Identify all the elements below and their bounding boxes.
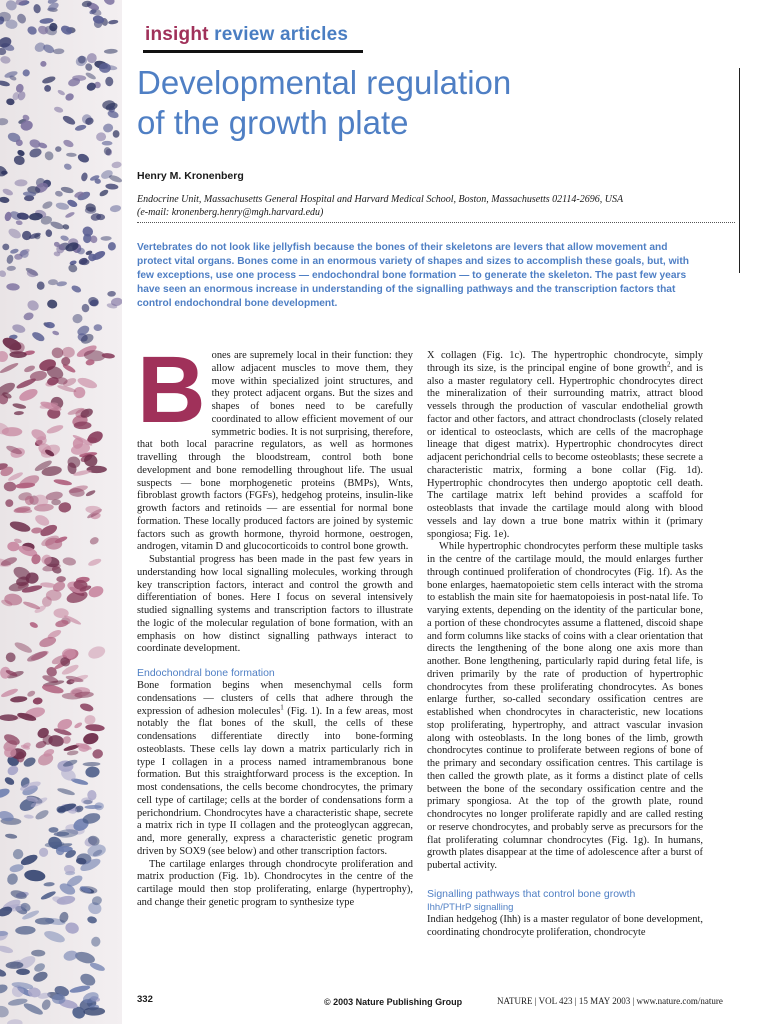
cell-nucleus	[93, 324, 102, 331]
cell-nucleus	[61, 114, 76, 126]
cell-nucleus	[53, 106, 64, 114]
cell-nucleus	[40, 998, 52, 1011]
histology-image-strip	[0, 0, 122, 1024]
cell-nucleus	[66, 153, 77, 158]
cell-nucleus	[85, 505, 102, 514]
abstract: Vertebrates do not look like jellyfish because the bones of their skeletons are levers that allow movement and protect vital organs. Bones come in an enormous variety of shapes and sizes to accomplish these goals, but, with few exceptions, use one process — endochondral bone formation — to generate the skeleton. The past few years have seen an enormous increase in understanding of the signalling pathways and the transcription factors that control endochondral bone development.	[137, 242, 689, 309]
cell-nucleus	[26, 299, 41, 313]
cell-nucleus	[64, 211, 75, 219]
cell-nucleus	[45, 229, 53, 237]
cell-nucleus	[48, 827, 58, 833]
cell-nucleus	[5, 499, 13, 507]
paragraph: X collagen (Fig. 1c). The hypertrophic chondrocyte, simply through its size, is the principal engine of bone growth$^2$, and is also a master regulatory cell. Hypertrophic chondrocytes direct the mineralization of their surrounding matrix, attract blood vessels through the production of vascular endothelial growth factor and other factors, and attract chondroclasts (closely related or identical to osteoclasts, which are cells of the macrophage lineage that digest matrix). Hypertrophic chondrocytes direct adjacent perichondrial cells to become osteoblasts; these secrete a characteristic matrix, forming a bone collar (Fig. 1d). Hypertrophic chondrocytes then undergo apoptotic cell death. The cartilage matrix left behind provides a scaffold for osteoblasts that invade the cartilage mould along with blood vessels and lay down a true bone matrix within it (primary spongiosa; Fig. 1e).	[427, 350, 703, 540]
cell-nucleus	[54, 190, 63, 197]
cell-nucleus	[90, 936, 101, 948]
cell-nucleus	[37, 282, 45, 290]
cell-nucleus	[78, 971, 97, 988]
cell-nucleus	[0, 361, 19, 374]
cell-nucleus	[45, 538, 62, 550]
paragraph: ones are supremely local in their function: they allow adjacent muscles to move them, they move within specialized joint structures, and they protect adjacent organs. But the sizes and shapes of bones need to be carefully coordinated to allow efficient movement of our symmetric bodies. It is not surprising, therefore, that both local paracrine regulators, as well as hormones travelling through the bloodstream, control both bone development and bone remodelling throughout life. The usual suspects — bone morphogenetic proteins (BMPs), Wnts, fibroblast growth factors (FGFs), hedgehog proteins, insulin-like growth factors and retinoids — are essential for normal bone formation. These locally produced factors are joined by systemic factors such as growth hormone, thyroid hormone, oestrogen, androgen, vitamin D and glucocorticoids to control bone growth.	[137, 350, 413, 553]
cell-nucleus	[10, 696, 28, 703]
cell-nucleus	[46, 423, 64, 435]
section-heading-endochondral: Endochondral bone formation	[137, 667, 275, 679]
cell-nucleus	[41, 200, 54, 210]
cell-nucleus	[0, 983, 9, 995]
cell-nucleus	[59, 24, 73, 37]
cell-nucleus	[67, 750, 79, 756]
cell-nucleus	[31, 330, 46, 343]
cell-nucleus	[6, 254, 15, 265]
cell-nucleus	[57, 787, 76, 797]
page-number: 332	[137, 994, 153, 1005]
cell-nucleus	[0, 714, 18, 721]
cell-nucleus	[51, 347, 64, 359]
cell-nucleus	[0, 351, 8, 362]
cell-nucleus	[5, 872, 20, 887]
cell-nucleus	[70, 284, 82, 294]
drop-cap: B	[137, 337, 206, 443]
title-line-2: of the growth plate	[137, 104, 409, 141]
subheading-ihh-pthrp: Ihh/PTHrP signalling	[427, 901, 514, 913]
cell-nucleus	[85, 71, 97, 80]
cell-nucleus	[84, 714, 96, 725]
cell-nucleus	[23, 364, 36, 373]
text-column-right	[427, 350, 703, 939]
cell-nucleus	[9, 863, 25, 873]
cell-nucleus	[72, 385, 87, 399]
cell-nucleus	[87, 557, 102, 567]
cell-nucleus	[5, 833, 18, 839]
cell-nucleus	[21, 68, 31, 78]
cell-nucleus	[60, 356, 71, 366]
cell-nucleus	[77, 152, 91, 164]
cell-nucleus	[13, 640, 33, 654]
cell-nucleus	[67, 263, 78, 274]
paragraph: Bone formation begins when mesenchymal cells form condensations — clusters of cells that adhere through the expression of adhesion molecules$^1$ (Fig. 1). In a few areas, most notably the flat bones of the skull, the cells of these condensations differentiate directly into bone-forming osteoblasts. These cells lay down a matrix particularly rich in type I collagen in a process named intramembranous bone formation. But this straightforward process is the exception. In most condensations, the cells become chondrocytes, the primary cell type of cartilage; cells at the border of condensations form a perichondrium. Chondrocytes have a characteristic shape, secrete a matrix rich in type II collagen and the proteoglycan aggrecan, and, more generally, express a characteristic genetic program driven by SOX9 (see below) and other transcription factors.	[137, 680, 413, 857]
cell-nucleus	[6, 283, 20, 291]
header-insight: insight	[145, 24, 209, 45]
cell-nucleus	[14, 179, 27, 186]
cell-nucleus	[81, 303, 90, 313]
cell-nucleus	[43, 929, 67, 945]
cell-nucleus	[85, 489, 96, 497]
author-name: Henry M. Kronenberg	[137, 170, 244, 182]
cell-nucleus	[7, 1019, 23, 1024]
cell-nucleus	[0, 269, 7, 278]
cell-nucleus	[10, 248, 19, 254]
cell-nucleus	[9, 351, 27, 358]
cell-nucleus	[57, 89, 66, 96]
cell-nucleus	[55, 146, 61, 152]
cell-nucleus	[0, 164, 8, 178]
cell-nucleus	[56, 576, 66, 582]
cell-nucleus	[12, 402, 26, 409]
cell-nucleus	[28, 147, 42, 159]
cell-nucleus	[15, 926, 36, 935]
cell-nucleus	[104, 49, 118, 55]
cell-nucleus	[33, 4, 42, 14]
header-rule	[143, 50, 363, 53]
cell-nucleus	[16, 968, 30, 975]
cell-nucleus	[32, 697, 43, 705]
cell-nucleus	[29, 621, 39, 629]
section-header	[145, 24, 348, 46]
cell-nucleus	[83, 762, 101, 767]
cell-nucleus	[4, 482, 17, 492]
cell-nucleus	[85, 766, 100, 778]
cell-nucleus	[52, 330, 60, 336]
cell-nucleus	[0, 944, 14, 954]
cell-nucleus	[102, 123, 114, 133]
paragraph: Indian hedgehog (Ihh) is a master regulator of bone development, coordinating chondrocyte proliferation, chondrocyte	[427, 913, 703, 938]
cell-nucleus	[89, 536, 100, 546]
cell-nucleus	[85, 724, 105, 732]
cell-nucleus	[11, 847, 25, 861]
cell-nucleus	[0, 968, 7, 978]
cell-nucleus	[96, 132, 107, 142]
cell-nucleus	[0, 196, 10, 203]
cell-nucleus	[49, 220, 64, 231]
cell-nucleus	[38, 847, 49, 858]
cell-nucleus	[44, 85, 51, 92]
cell-nucleus	[33, 962, 47, 974]
cell-nucleus	[87, 644, 107, 660]
cell-nucleus	[23, 311, 35, 321]
cell-nucleus	[33, 513, 51, 528]
cell-nucleus	[37, 24, 50, 35]
cell-nucleus	[2, 243, 9, 250]
cell-nucleus	[53, 478, 72, 486]
cell-nucleus	[111, 161, 122, 169]
stained-cells-illustration	[0, 0, 122, 1024]
cell-nucleus	[0, 55, 11, 64]
cell-nucleus	[40, 61, 47, 67]
section-heading-signalling: Signalling pathways that control bone growth	[427, 887, 636, 900]
cell-nucleus	[109, 204, 121, 212]
cell-nucleus	[98, 188, 109, 197]
cell-nucleus	[53, 48, 65, 54]
cell-nucleus	[60, 235, 70, 242]
cell-nucleus	[62, 346, 76, 358]
cell-nucleus	[62, 557, 76, 567]
cell-nucleus	[56, 895, 76, 907]
affiliation	[137, 193, 735, 219]
cell-nucleus	[64, 92, 75, 102]
cell-nucleus	[43, 882, 54, 887]
article-title	[137, 63, 727, 143]
affiliation-email: (e-mail: kronenberg.henry@mgh.harvard.edu)	[137, 207, 324, 218]
cell-nucleus	[26, 25, 38, 36]
cell-nucleus	[46, 299, 58, 309]
cell-nucleus	[63, 949, 79, 962]
copyright-line: © 2003 Nature Publishing Group	[324, 997, 463, 1007]
cell-nucleus	[63, 163, 72, 171]
cell-nucleus	[64, 921, 80, 935]
paragraph: Substantial progress has been made in the past few years in understanding how local signalling molecules, working through key transcription factors, interact and control the growth and differentiation of bones. Here I focus on several intensively studied signalling systems and transcription factors to illustrate the logic of the molecular regulation of bone formation, with an emphasis on how distinct signalling pathways interact to coordinate development.	[137, 554, 413, 655]
dotted-divider	[137, 222, 735, 223]
cell-nucleus	[15, 220, 22, 226]
cell-nucleus	[73, 721, 83, 729]
cell-nucleus	[22, 230, 32, 240]
cell-nucleus	[3, 776, 15, 787]
cell-nucleus	[6, 764, 20, 777]
cell-nucleus	[74, 124, 87, 132]
cell-nucleus	[0, 118, 8, 126]
cell-nucleus	[83, 800, 92, 804]
cell-nucleus	[39, 17, 53, 24]
cell-nucleus	[69, 984, 91, 994]
cell-nucleus	[80, 172, 88, 182]
cell-nucleus	[22, 600, 40, 610]
cell-nucleus	[91, 748, 104, 759]
cell-nucleus	[102, 0, 116, 7]
cell-nucleus	[24, 814, 34, 819]
cell-nucleus	[100, 236, 111, 241]
cell-nucleus	[17, 387, 39, 404]
cell-nucleus	[26, 689, 36, 697]
cell-nucleus	[113, 130, 120, 138]
cell-nucleus	[0, 80, 10, 88]
cell-nucleus	[0, 787, 11, 800]
cell-nucleus	[107, 242, 116, 251]
cell-nucleus	[7, 266, 17, 272]
cell-nucleus	[24, 869, 46, 882]
cell-nucleus	[9, 519, 32, 533]
cell-nucleus	[55, 202, 69, 211]
cell-nucleus	[2, 187, 14, 196]
vertical-rule	[739, 68, 740, 273]
cell-nucleus	[4, 651, 16, 663]
cell-nucleus	[10, 889, 28, 901]
cell-nucleus	[102, 141, 113, 146]
affiliation-line-1: Endocrine Unit, Massachusetts General Hospital and Harvard Medical School, Boston, Massachusetts 02114-2696, USA	[137, 194, 624, 205]
cell-nucleus	[32, 970, 49, 984]
cell-nucleus	[62, 138, 74, 148]
cell-nucleus	[105, 77, 113, 87]
header-review-articles: review articles	[214, 24, 349, 45]
cell-nucleus	[74, 422, 92, 430]
paragraph: While hypertrophic chondrocytes perform these multiple tasks in the centre of the cartilage mould, the mould enlarges further through continued proliferation of chondrocytes (Fig. 1f). As the bone enlarges, haematopoietic stem cells interact with the stroma to establish the main site for haematopoiesis in post-natal life. To varying extents, depending on the identity of the particular bone, a portion of these chondrocytes assume a flattened, discoid shape and form columns like stacks of coins with a clear orientation that directs the lengthening of the bone along one axis more than another. Bone lengthening, particularly rapid during fetal life, is driven primarily by the rate of production of hypertrophic chondrocytes from these proliferating chondrocytes. As bones enlarge further, so-called secondary ossification centres are established when chondrocytes in characteristic, new locations stop proliferating, hypertrophy, and attract vascular invasion along with osteoblasts. In the long bones of the limb, growth chondrocytes continue to proliferate between regions of bone of the primary and secondary ossification centres. This cartilage is then called the growth plate, as it forms a distinct plate of cells between the bone of the secondary ossification centre and the primary spongiosa. At the top of the growth plate, round chondrocytes no longer proliferate rapidly and are called resting or reserve chondrocytes, and probably serve as precursors for the flat proliferating columnar chondrocytes (Fig. 1g). In humans, growth plates disappear at the time of adolescence after a burst of pubertal activity.	[427, 541, 703, 871]
cell-nucleus	[41, 75, 56, 85]
cell-nucleus	[87, 915, 98, 924]
cell-nucleus	[33, 41, 47, 54]
title-line-1: Developmental regulation	[137, 64, 512, 101]
cell-nucleus	[14, 411, 24, 416]
cell-nucleus	[72, 313, 84, 324]
cell-nucleus	[43, 150, 55, 162]
cell-nucleus	[31, 950, 45, 957]
cell-nucleus	[0, 1005, 10, 1019]
journal-citation: NATURE | VOL 423 | 15 MAY 2003 | www.nature.com/nature	[497, 996, 723, 1006]
cell-nucleus	[79, 702, 94, 713]
cell-nucleus	[34, 808, 50, 821]
cell-nucleus	[7, 227, 23, 241]
cell-nucleus	[11, 323, 26, 334]
cell-nucleus	[107, 291, 116, 297]
cell-nucleus	[105, 183, 118, 190]
text-column-left	[137, 337, 413, 910]
article-page	[137, 0, 737, 1024]
cell-nucleus	[16, 12, 28, 25]
cell-nucleus	[108, 19, 119, 24]
cell-nucleus	[22, 1001, 44, 1016]
cell-nucleus	[13, 154, 26, 166]
paragraph: The cartilage enlarges through chondrocyte proliferation and matrix production (Fig. 1b). Chondrocytes in the centre of the cartilage mould then stop proliferating, enlarge (hypertrophy), and change their genetic program to synthesize type	[137, 858, 413, 908]
